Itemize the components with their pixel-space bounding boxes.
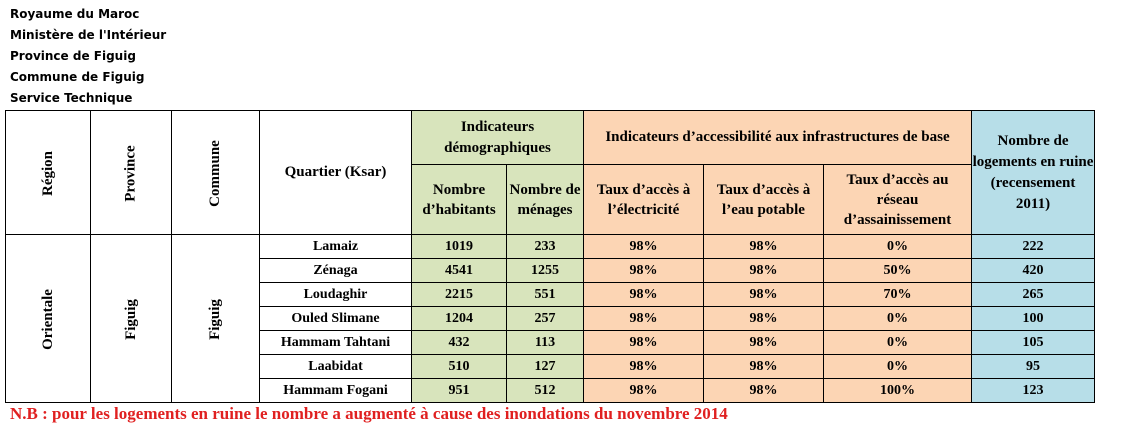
electricity-cell: 98%: [584, 331, 704, 355]
ruined-housing-cell: 222: [972, 235, 1095, 259]
column-header-province: Province: [91, 111, 172, 235]
electricity-cell: 98%: [584, 379, 704, 403]
households-cell: 551: [507, 283, 584, 307]
ruined-housing-cell: 100: [972, 307, 1095, 331]
column-header-sanitation: Taux d’accès au réseau d’assainissement: [824, 165, 972, 235]
quartier-cell: Ouled Slimane: [260, 307, 412, 331]
water-cell: 98%: [704, 355, 824, 379]
ruined-housing-cell: 105: [972, 331, 1095, 355]
column-header-inhabitants: Nombre d’habitants: [412, 165, 507, 235]
table-row: [6, 235, 1095, 259]
quartier-cell: Hammam Fogani: [260, 379, 412, 403]
inhabitants-cell: 432: [412, 331, 507, 355]
header-line-province: Province de Figuig: [10, 49, 136, 63]
column-header-households: Nombre de ménages: [507, 165, 584, 235]
quartier-cell: Lamaiz: [260, 235, 412, 259]
header-line-service: Service Technique: [10, 91, 133, 105]
sanitation-cell: 0%: [824, 331, 972, 355]
sanitation-cell: 0%: [824, 307, 972, 331]
households-cell: 1255: [507, 259, 584, 283]
column-header-water: Taux d’accès à l’eau potable: [704, 165, 824, 235]
ruined-housing-cell: 265: [972, 283, 1095, 307]
inhabitants-cell: 1019: [412, 235, 507, 259]
water-cell: 98%: [704, 307, 824, 331]
table-header: [6, 111, 1095, 235]
region-cell: Orientale: [6, 235, 91, 403]
water-cell: 98%: [704, 259, 824, 283]
electricity-cell: 98%: [584, 355, 704, 379]
document-header: [10, 4, 166, 109]
column-header-electricity: Taux d’accès à l’électricité: [584, 165, 704, 235]
commune-cell: Figuig: [172, 235, 260, 403]
column-header-commune: Commune: [172, 111, 260, 235]
sanitation-cell: 50%: [824, 259, 972, 283]
households-cell: 113: [507, 331, 584, 355]
footnote-note: N.B : pour les logements en ruine le nombre a augmenté à cause des inondations du novembre 2014: [10, 404, 728, 423]
water-cell: 98%: [704, 235, 824, 259]
electricity-cell: 98%: [584, 235, 704, 259]
group-header-demographic: Indicateurs démographiques: [412, 111, 584, 165]
ksar-indicators-table: [5, 110, 1095, 403]
header-line-ministry: Ministère de l'Intérieur: [10, 28, 167, 42]
households-cell: 512: [507, 379, 584, 403]
quartier-cell: Loudaghir: [260, 283, 412, 307]
electricity-cell: 98%: [584, 283, 704, 307]
group-header-accessibility: Indicateurs d’accessibilité aux infrastructures de base: [584, 111, 972, 165]
quartier-cell: Laabidat: [260, 355, 412, 379]
column-header-quartier: Quartier (Ksar): [260, 111, 412, 235]
header-line-kingdom: Royaume du Maroc: [10, 7, 140, 21]
table-body: [6, 235, 1095, 403]
sanitation-cell: 70%: [824, 283, 972, 307]
ruined-housing-cell: 95: [972, 355, 1095, 379]
province-cell: Figuig: [91, 235, 172, 403]
inhabitants-cell: 2215: [412, 283, 507, 307]
header-line-commune: Commune de Figuig: [10, 70, 145, 84]
water-cell: 98%: [704, 283, 824, 307]
electricity-cell: 98%: [584, 259, 704, 283]
column-header-region: Région: [6, 111, 91, 235]
quartier-cell: Hammam Tahtani: [260, 331, 412, 355]
quartier-cell: Zénaga: [260, 259, 412, 283]
inhabitants-cell: 1204: [412, 307, 507, 331]
ruined-housing-cell: 420: [972, 259, 1095, 283]
sanitation-cell: 100%: [824, 379, 972, 403]
water-cell: 98%: [704, 379, 824, 403]
sanitation-cell: 0%: [824, 355, 972, 379]
ruined-housing-cell: 123: [972, 379, 1095, 403]
households-cell: 127: [507, 355, 584, 379]
sanitation-cell: 0%: [824, 235, 972, 259]
inhabitants-cell: 4541: [412, 259, 507, 283]
water-cell: 98%: [704, 331, 824, 355]
column-header-ruined-housing: Nombre de logements en ruine (recensement 2011): [972, 111, 1095, 235]
electricity-cell: 98%: [584, 307, 704, 331]
inhabitants-cell: 951: [412, 379, 507, 403]
households-cell: 257: [507, 307, 584, 331]
inhabitants-cell: 510: [412, 355, 507, 379]
households-cell: 233: [507, 235, 584, 259]
